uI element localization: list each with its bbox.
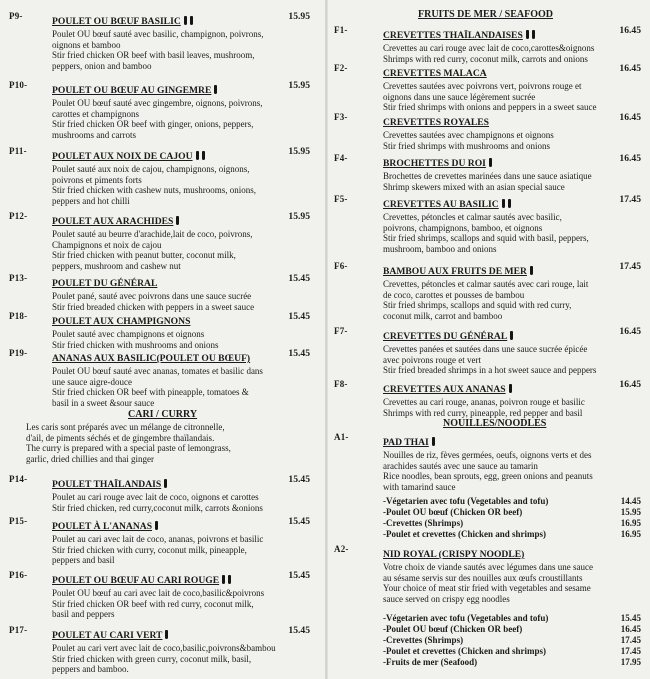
description-line: Crevettes, pétoncles et calmar sautés avec cari rouge, lait [383,279,589,289]
description-line: peppers and basil [52,555,115,566]
noodle-option [383,529,641,540]
item-header [383,544,641,562]
description-line: Poulet OU bœuf au cari avec lait de coco,basilic&poivrons [52,588,265,598]
seafood-heading: FRUITS DE MER / SEAFOOD [418,9,554,20]
item-price: 16.45 [619,326,641,337]
chili-icon [164,479,167,488]
item-description [52,164,310,206]
description-line: peppers and bamboo. [52,664,129,675]
description-line: Stir fried chicken OR beef with red curry, coconut milk, [52,598,254,609]
description-line: poivrons et piments forts [52,174,142,185]
item-header [383,25,641,43]
description-line: Votre choix de viande sautés avec légumes dans une sauce [383,562,594,572]
item-description [52,588,310,620]
description-line: mushroom, bamboo and onions [383,243,497,254]
option-price: 17.45 [620,646,641,656]
chili-icon [196,151,199,160]
description-line: Crevettes sautées avec champignons et oignons [383,130,554,140]
item-description [383,171,641,192]
item-price: 16.45 [619,63,641,74]
item-description [52,229,310,271]
chili-icon [222,575,225,584]
item-code: A1- [334,432,349,442]
item-price: 16.45 [619,25,641,36]
item-header [52,474,310,492]
item-price: 15.95 [288,11,310,22]
item-description [383,212,641,254]
item-code: F7- [334,326,348,336]
description-line: Poulet pané, sauté avec poivrons dans une sauce sucrée [52,291,252,301]
item-description [52,643,310,675]
description-line: Stir fried breaded chicken with peppers in a sweet sauce [52,301,255,312]
item-code: P19- [9,348,28,358]
option-label: -Crevettes (Shrimps) [383,518,464,528]
item-code: P13- [9,273,28,283]
item-header [383,194,641,212]
option-label: -Crevettes (Shrimps) [383,635,464,645]
description-line: Crevettes sautées avec poivrons vert, poivrons rouge et [383,81,582,91]
item-name: POULET À L'ANANAS [52,521,153,532]
chili-icon [532,30,535,39]
item-name: BAMBOU AUX FRUITS DE MER [383,266,527,277]
item-header [52,146,310,164]
item-description [383,562,641,604]
chili-icon [184,16,187,25]
item-code: P10- [9,80,28,90]
item-name: ANANAS AUX BASILIC(POULET OU BŒUF) [52,353,251,364]
noodle-option [383,657,641,668]
chili-icon [510,331,513,340]
item-code: P12- [9,211,28,221]
item-name: CREVETTES THAÏLANDAISES [383,30,523,41]
description-line: oignons dans une sauce légèrement sucrée [383,91,536,102]
item-body [383,432,641,492]
description-line: Stir fried chicken with curry, coconut milk, pineapple, [52,544,247,555]
chili-icon [502,199,505,208]
item-body [52,474,310,513]
curry-heading: CARI / CURRY [128,409,198,420]
noodle-option [383,518,641,529]
item-name: BROCHETTES DU ROI [383,158,486,169]
item-description [383,344,641,376]
item-code: F6- [334,261,348,271]
description-line: Poulet OU bœuf sauté avec ananas, tomates et basilic dans [52,366,263,376]
item-name: POULET OU BŒUF AU GINGEMRE [52,85,212,96]
option-label: -Poulet et crevettes (Chicken and shrimps) [383,529,547,539]
description-line: Stir fried chicken with mushrooms and onions [52,339,219,350]
option-label: -Poulet OU bœuf (Chicken OR beef) [383,624,523,634]
item-name: POULET AU CARI VERT [52,630,163,641]
intro-line: Les caris sont préparés avec un mélange de citronnelle, [26,422,225,432]
noodle-options [383,613,641,668]
item-price: 15.45 [288,348,310,359]
item-body [52,273,310,312]
item-body [52,570,310,620]
description-line: Poulet au cari avec lait de coco, ananas, poivrons et basilic [52,534,264,544]
item-description [383,450,641,492]
description-line: Stir fried chicken with peanut butter, coconut milk, [52,250,236,261]
description-line: Nouilles de riz, fèves germées, oeufs, oignons verts et des [383,450,592,460]
description-line: Rice noodles, bean sprouts, egg, green onions and peanuts [383,471,593,482]
item-name: CREVETTES AUX ANANAS [383,384,506,395]
description-line: Stir fried chicken OR beef with pineapple, tomatoes & [52,387,249,398]
chili-icon [155,521,158,530]
item-body [52,11,310,71]
chili-icon [508,199,511,208]
item-name: POULET OU BŒUF BASILIC [52,16,181,27]
description-line: poivrons, champignons, bamboo, et oignons [383,222,543,233]
chili-icon [489,158,492,167]
description-line: basil and peppers [52,609,115,620]
description-line: Crevettes au cari rouge avec lait de coco,carottes&oignons [383,43,595,53]
item-code: F1- [334,25,348,35]
noodle-option [383,507,641,518]
description-line: Champignons et noix de cajou [52,239,162,250]
item-price: 16.45 [619,379,641,390]
noodle-options [383,496,641,540]
item-code: F8- [334,379,348,389]
description-line: arachides sautés avec une sauce au tamarin [383,460,538,471]
option-price: 17.45 [620,635,641,645]
item-body [383,63,641,113]
description-line: Crevettes panées et sautées dans une sauce sucrée épicée [383,344,588,354]
description-line: Stir fried shrimps, scallops and squid with basil, peppers, [383,233,589,244]
description-line: Stir fried shrimps, scallops and squid with red curry, [383,300,572,311]
item-description [52,366,310,408]
description-line: Poulet au cari rouge avec lait de coco, oignons et carottes [52,492,259,502]
item-name: NID ROYAL (CRISPY NOODLE) [383,549,525,560]
item-body [52,311,310,350]
description-line: de coco, carottes et pousses de bambou [383,289,525,300]
item-name: POULET DU GÉNÉRAL [52,278,158,289]
item-body [383,544,641,604]
item-header [52,625,310,643]
item-body [52,211,310,271]
description-line: Shrimps with red curry, pineapple, red pepper and basil [383,407,583,418]
item-code: P14- [9,474,28,484]
description-line: Stir fried chicken OR beef with basil leaves, mushroom, [52,50,255,61]
option-label: -Végetarien avec tofu (Vegetables and tofu) [383,613,549,623]
description-line: Stir fried shrimps with onions and peppers in a sweet sauce [383,102,597,113]
description-line: with tamarind sauce [383,481,456,492]
item-header [383,379,641,397]
item-price: 15.95 [288,80,310,91]
chili-icon [165,630,168,639]
item-body [52,625,310,675]
description-line: avec poivrons rouge et vert [383,354,481,365]
item-description [383,130,641,151]
item-name: POULET AUX NOIX DE CAJOU [52,151,193,162]
description-line: Shrimps with red curry, coconut milk, carrots and onions [383,53,588,64]
item-code: F2- [334,63,348,73]
option-price: 14.45 [620,496,641,506]
item-name: POULET THAÏLANDAIS [52,479,162,490]
description-line: au sésame servis sur des nouilles aux œufs croustillants [383,572,583,583]
item-price: 17.45 [619,194,641,205]
item-body [52,348,310,408]
item-header [383,261,641,279]
item-price: 15.45 [288,570,310,581]
option-label: -Poulet OU bœuf (Chicken OR beef) [383,507,523,517]
item-header [52,348,310,366]
option-price: 16.95 [620,529,641,539]
intro-line: d'ail, de piments séchés et de gingembre thaïlandais. [26,432,215,443]
item-code: P16- [9,570,28,580]
item-price: 15.45 [288,311,310,322]
item-header [52,211,310,229]
noodle-option [383,613,641,624]
option-label: -Fruits de mer (Seafood) [383,657,478,667]
noodle-option [383,496,641,507]
description-line: coconut milk, carrot and bamboo [383,310,503,321]
chili-icon [530,266,533,275]
item-price: 15.45 [288,273,310,284]
item-code: P17- [9,625,28,635]
chili-icon [202,151,205,160]
item-code: P11- [9,146,27,156]
description-line: mushrooms and carrots [52,129,136,140]
item-header [383,326,641,344]
item-price: 15.95 [288,146,310,157]
item-header [383,63,641,81]
item-description [52,98,310,140]
description-line: Poulet sauté aux noix de cajou, champignons, oignons, [52,164,250,174]
item-price: 15.45 [288,516,310,527]
noodle-option [383,646,641,657]
noodle-option [383,624,641,635]
item-body [52,516,310,566]
item-name: POULET OU BŒUF AU CARI ROUGE [52,575,220,586]
chili-icon [190,16,193,25]
description-line: oignons et bamboo [52,39,121,50]
option-label: -Poulet et crevettes (Chicken and shrimps) [383,646,547,656]
intro-line: garlic, dried chillies and thai ginger [26,453,154,464]
item-price: 16.45 [619,153,641,164]
description-line: peppers, onion and bamboo [52,60,152,71]
page-fold [325,0,328,679]
chili-icon [214,85,217,94]
item-body [383,153,641,192]
chili-icon [176,216,179,225]
item-description [52,329,310,350]
item-code: P9- [9,11,23,21]
item-body [383,326,641,376]
chili-icon [509,384,512,393]
intro-line: The curry is prepared with a special paste of lemongrass, [26,443,231,454]
description-line: Poulet OU bœuf sauté avec basilic, champignon, poivrons, [52,29,264,39]
item-body [383,379,641,418]
description-line: peppers and hot chilli [52,195,130,206]
chili-icon [526,30,529,39]
description-line: Stir fried chicken, red curry,coconut milk, carrots &onions [52,502,263,513]
item-name: CREVETTES AU BASILIC [383,199,499,210]
noodle-option [383,635,641,646]
item-header [383,153,641,171]
item-body [383,112,641,151]
option-price: 15.95 [620,507,641,517]
description-line: une sauce aigre-douce [52,376,132,387]
option-price: 15.45 [620,613,641,623]
description-line: Stir fried chicken with cashew nuts, mushrooms, onions, [52,185,256,196]
description-line: Stir fried shrimps with mushrooms and onions [383,140,550,151]
item-header [52,273,310,291]
item-body [52,146,310,206]
option-price: 16.45 [620,624,641,634]
description-line: Poulet au cari vert avec lait de coco,basilic,poivrons&bambou [52,643,276,653]
option-price: 16.95 [620,518,641,528]
item-price: 16.45 [619,112,641,123]
item-description [383,81,641,113]
description-line: Crevettes, pétoncles et calmar sautés avec basilic, [383,212,562,222]
description-line: Poulet sauté avec champignons et oignons [52,329,205,339]
description-line: sauce served on crispy egg noodles [383,593,510,604]
item-code: P18- [9,311,28,321]
item-name: CREVETTES ROYALES [383,117,490,128]
description-line: Your choice of meat stir fried with vegetables and sesame [383,583,591,594]
chili-icon [432,437,435,446]
item-header [52,11,310,29]
item-body [383,25,641,64]
item-description [52,534,310,566]
description-line: Stir fried chicken OR beef with ginger, onions, peppers, [52,119,254,130]
item-code: F5- [334,194,348,204]
option-label: -Végetarien avec tofu (Vegetables and tofu) [383,496,549,506]
item-code: F4- [334,153,348,163]
item-description [383,279,641,321]
item-body [383,194,641,254]
item-code: A2- [334,544,349,554]
item-name: POULET AUX ARACHIDES [52,216,174,227]
item-code: F3- [334,112,348,122]
item-name: CREVETTES MALACA [383,68,487,79]
noodles-heading: NOUILLES/NOODLES [443,418,547,429]
item-header [383,432,641,450]
item-price: 15.95 [288,211,310,222]
option-price: 17.95 [620,657,641,667]
curry-intro [26,422,310,464]
item-name: POULET AUX CHAMPIGNONS [52,316,191,327]
item-price: 17.45 [619,261,641,272]
description-line: Poulet OU bœuf sauté avec gingembre, oignons, poivrons, [52,98,263,108]
item-body [383,261,641,321]
item-code: P15- [9,516,28,526]
item-header [383,112,641,130]
item-price: 15.45 [288,625,310,636]
item-header [52,570,310,588]
item-name: PAD THAI [383,437,429,448]
description-line: peppers, mushroom and cashew nut [52,260,181,271]
description-line: basil in a sweet &sour sauce [52,397,155,408]
item-name: CREVETTES DU GÉNÉRAL [383,331,508,342]
description-line: carottes et champignons [52,108,139,119]
item-body [52,80,310,140]
description-line: Poulet sauté au beurre d'arachide,lait de coco, poivrons, [52,229,253,239]
description-line: Stir fried chicken with green curry, coconut milk, basil, [52,653,252,664]
description-line: Stir fried breaded shrimps in a hot sweet sauce and peppers [383,365,597,376]
description-line: Shrimp skewers mixed with an asian special sauce [383,181,565,192]
item-header [52,311,310,329]
item-header [52,80,310,98]
description-line: Crevettes au cari rouge, ananas, poivron rouge et basilic [383,397,585,407]
item-description [383,397,641,418]
item-description [52,291,310,312]
item-description [52,492,310,513]
chili-icon [228,575,231,584]
description-line: Brochettes de crevettes marinées dans une sauce asiatique [383,171,592,181]
item-price: 15.45 [288,474,310,485]
item-description [52,29,310,71]
item-header [52,516,310,534]
item-description [383,43,641,64]
